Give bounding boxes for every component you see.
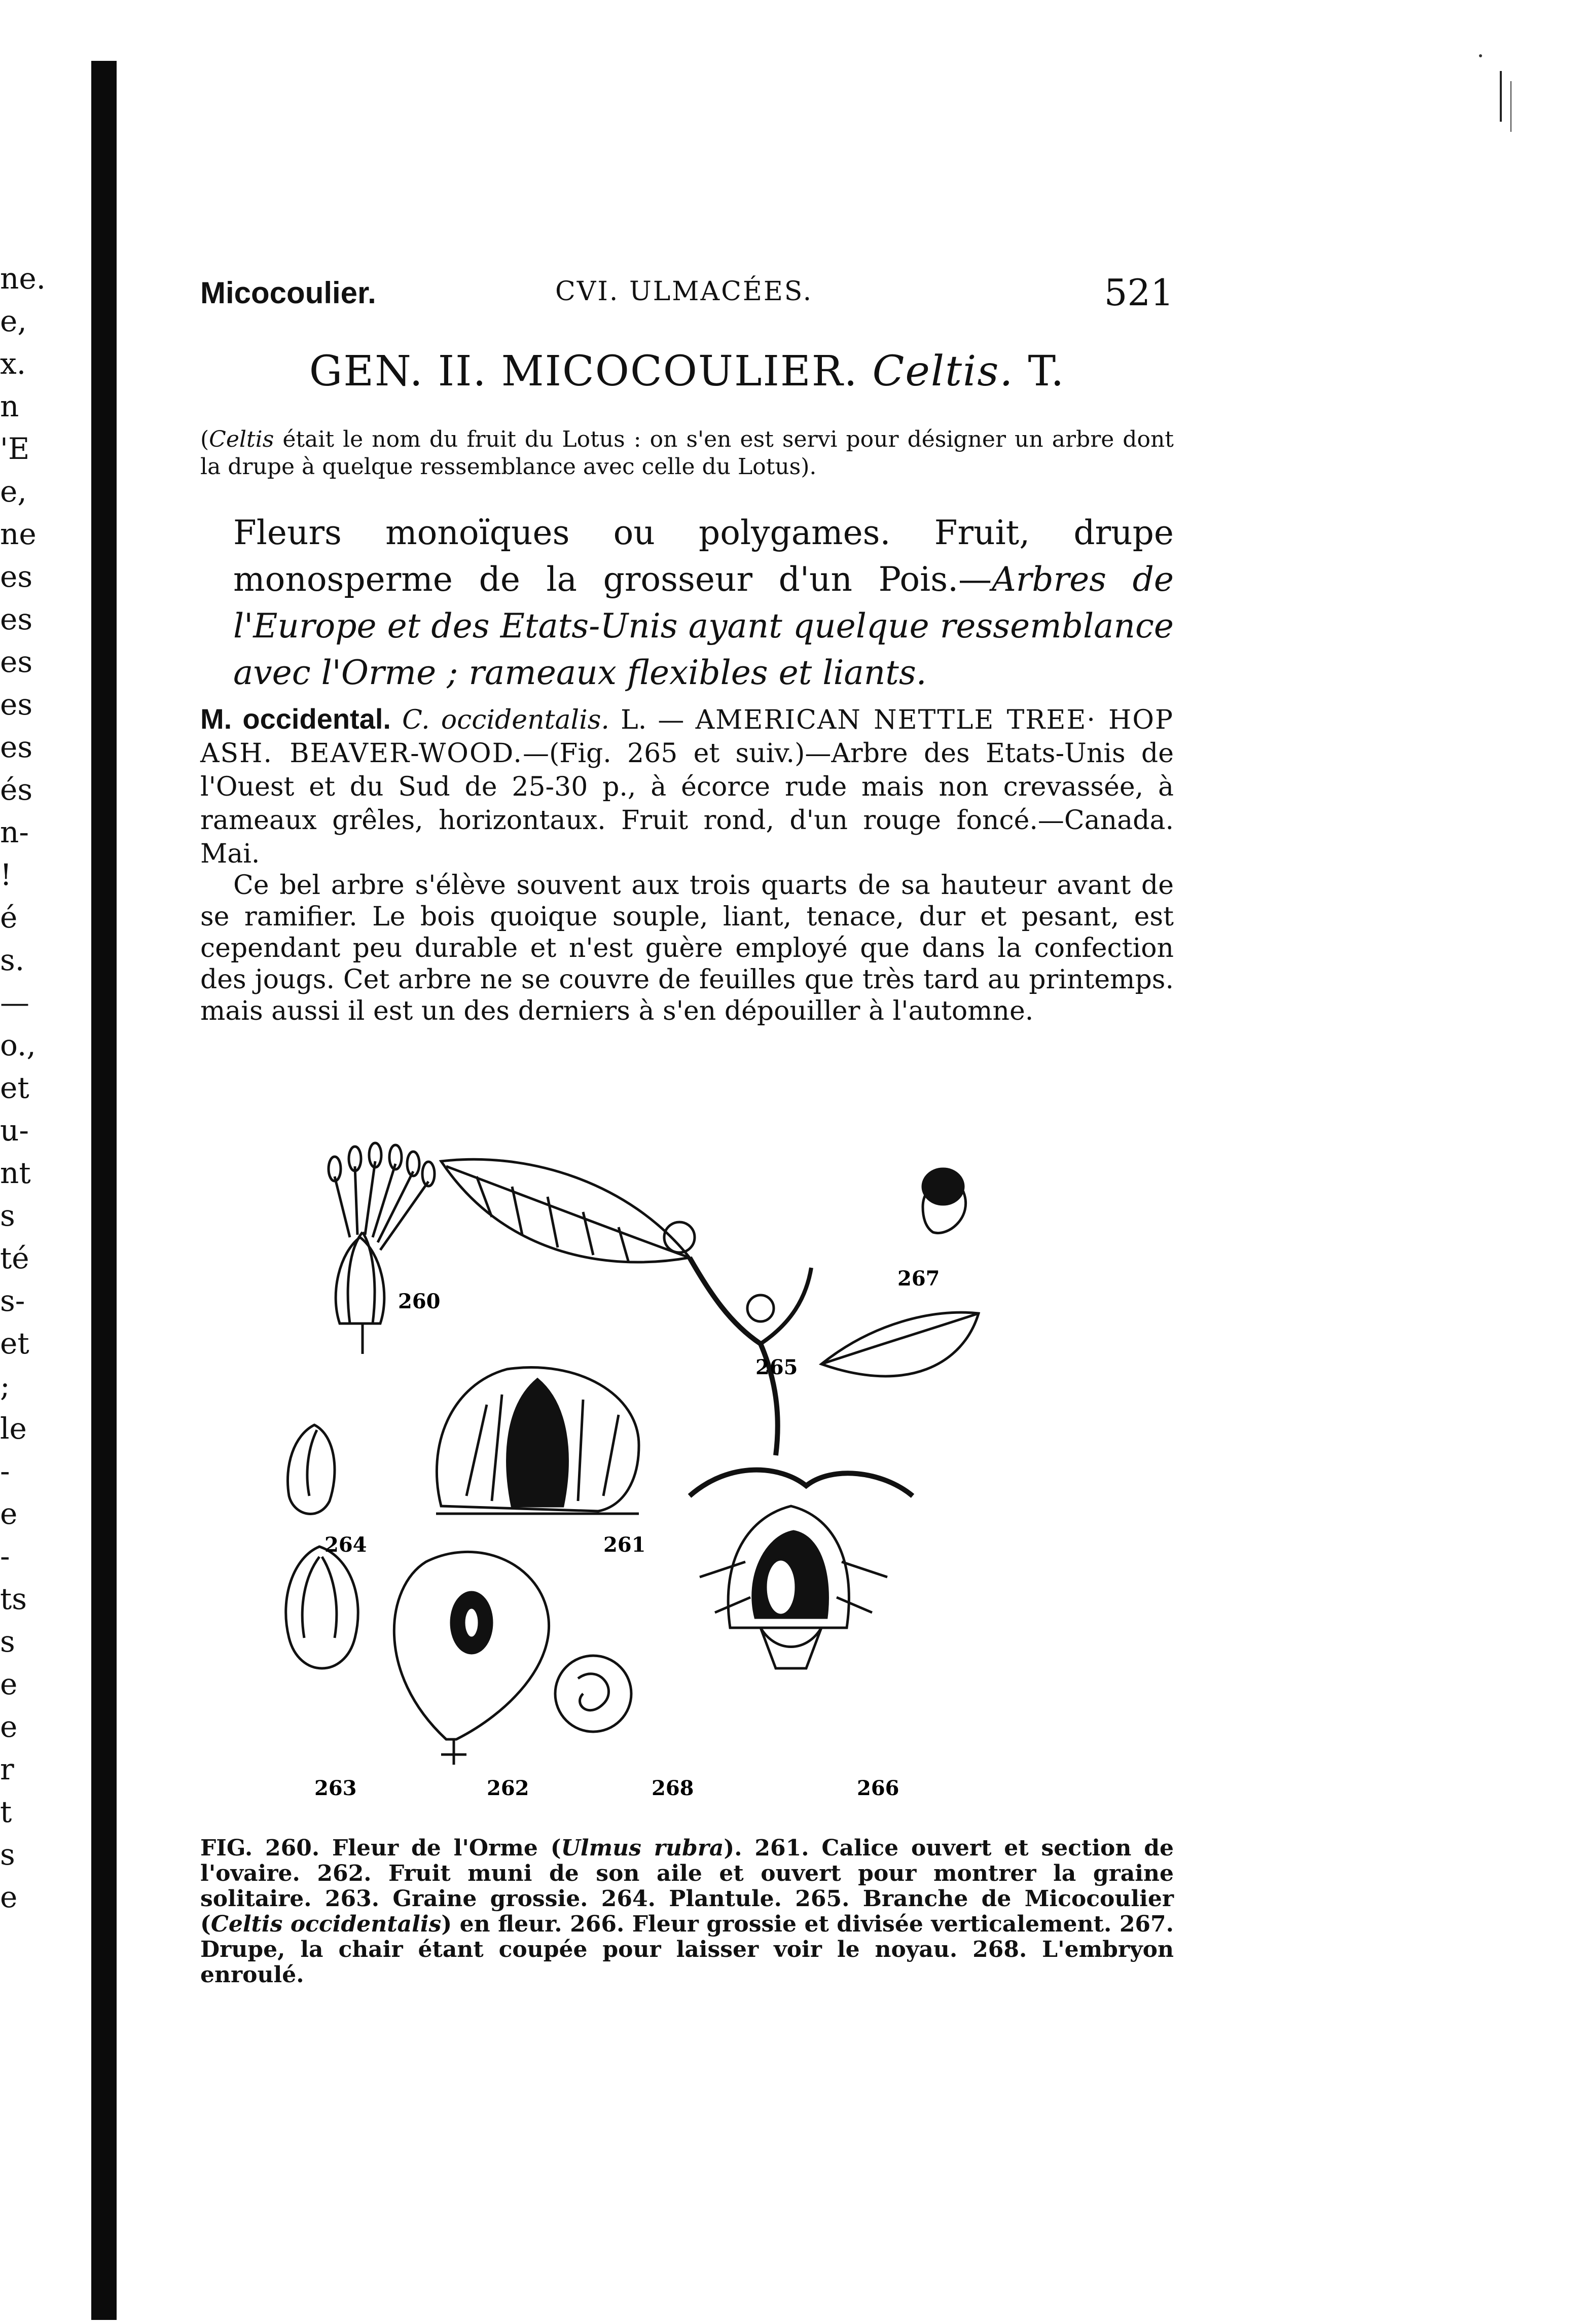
residue-fragment: t [0, 1795, 12, 1829]
header-center: CVI. ULMACÉES. [555, 276, 813, 307]
residue-fragment: es [0, 730, 33, 764]
fig-label-263: 263 [314, 1776, 357, 1800]
residue-fragment: es [0, 602, 33, 636]
fig-label-264: 264 [324, 1533, 367, 1557]
fig-label-266: 266 [857, 1776, 899, 1800]
residue-fragment: és [0, 772, 33, 807]
fig-266-flower-drawing [690, 1470, 913, 1668]
header-left: Micocoulier. [200, 276, 376, 310]
fig-263-seed-drawing [286, 1547, 358, 1668]
residue-fragment: e [0, 1709, 18, 1744]
page-number: 521 [1104, 271, 1174, 314]
caption-fig: FIG. [200, 1835, 253, 1861]
residue-fragment: s. [0, 943, 25, 977]
desc-italic: Arbres de l'Europe et des Etats-Unis ayant quelque ressemblance avec l'Orme ; rameaux flexibles et liants. [233, 560, 1174, 692]
species-text: —(Fig. 265 et suiv.)—Arbre des Etats-Unis de l'Ouest et du Sud de 25-30 p., à écorce rude mais non crevassée, à rameaux grêles, horizontaux. Fruit rond, d'un rouge foncé.—Canada. Mai. [200, 738, 1174, 869]
residue-fragment: s [0, 1837, 15, 1872]
fig-260-flower-drawing [329, 1143, 435, 1354]
fig-label-260: 260 [398, 1290, 441, 1313]
caption-t1: 260. Fleur de l'Orme ( [253, 1835, 561, 1861]
residue-fragment: u- [0, 1113, 29, 1148]
residue-fragment: — [0, 985, 29, 1020]
residue-fragment: es [0, 559, 33, 594]
genus-prefix: GEN. II. MICOCOULIER. [309, 347, 858, 396]
residue-fragment: n [0, 389, 19, 423]
residue-fragment: et [0, 1326, 29, 1361]
residue-fragment: es [0, 645, 33, 679]
species-paragraph: Ce bel arbre s'élève souvent aux trois quarts de sa hauteur avant de se ramifier. Le bois quoique souple, liant, tenace, dur et pesant, est cependant peu durable et n'est guère employé que dans la confection des jougs. Cet arbre ne se couvre de feuilles que très tard au printemps. mais aussi il est un des derniers à s'en dépouiller à l'automne. [200, 870, 1174, 1026]
residue-fragment: nt [0, 1156, 31, 1190]
residue-fragment: - [0, 1454, 10, 1488]
species-english: AMERICAN NETTLE TREE· HOP ASH. BEAVER-WOOD. [200, 705, 1174, 769]
species-name: M. occidental. [200, 703, 391, 735]
residue-fragment: o., [0, 1028, 36, 1062]
figure-plate [274, 1141, 1095, 1810]
residue-fragment: ! [0, 857, 12, 892]
residue-fragment: s [0, 1198, 15, 1233]
binding-edge [91, 61, 117, 2320]
genus-author: T. [1028, 347, 1065, 396]
species-latin: C. occidentalis. [402, 705, 609, 735]
fig-268-embryo-drawing [555, 1656, 631, 1732]
residue-fragment: é [0, 900, 18, 935]
etym-open: ( [200, 426, 209, 452]
fig-264-plantule-drawing [287, 1425, 335, 1514]
species-entry [200, 702, 1174, 871]
botanical-illustrations [274, 1141, 1095, 1810]
residue-fragment: r [0, 1752, 14, 1786]
genus-title [200, 347, 1174, 396]
genus-latin: Celtis. [872, 347, 1014, 396]
residue-fragment: le [0, 1411, 27, 1446]
residue-fragment: ; [0, 1369, 10, 1403]
etym-latin: Celtis [209, 426, 274, 452]
residue-fragment: s- [0, 1283, 25, 1318]
fig-label-262: 262 [487, 1776, 529, 1800]
running-header [200, 271, 1174, 317]
residue-fragment: 'E [0, 432, 30, 466]
residue-fragment: - [0, 1539, 10, 1574]
residue-fragment: s [0, 1624, 15, 1659]
etymology-note [200, 426, 1174, 481]
etym-text: était le nom du fruit du Lotus : on s'en est servi pour désigner un arbre dont la drupe à quelque ressemblance avec celle du Lotus). [200, 426, 1174, 480]
caption-celtis: Celtis occidentalis [210, 1911, 442, 1937]
residue-fragment: ne [0, 517, 37, 551]
fig-261-calyx-drawing [436, 1368, 639, 1514]
fig-267-drupe-drawing [923, 1169, 966, 1233]
facing-page-residue [0, 261, 61, 1988]
residue-fragment: té [0, 1241, 29, 1275]
residue-fragment: e, [0, 304, 27, 338]
species-author: L. — [621, 705, 684, 735]
scan-specks-svg [1470, 41, 1546, 142]
residue-fragment: e, [0, 474, 27, 509]
residue-fragment: x. [0, 346, 26, 381]
scan-specks [1470, 41, 1546, 142]
caption-t2: ). 261. Calice ouvert et section de l'ovaire. 262. Fruit muni de son aile et ouvert pour montrer la graine solitaire. 263. Graine grossie. 264. Plantule. 265. Branche de Micocoulier ( [200, 1835, 1174, 1937]
fig-label-267: 267 [897, 1267, 940, 1291]
caption-t3: ) en fleur. 266. Fleur grossie et divisée verticalement. 267. Drupe, la chair étant coupée pour laisser voir le noyau. 268. L'embryon enroulé. [200, 1911, 1174, 1988]
residue-fragment: et [0, 1070, 29, 1105]
residue-fragment: ne. [0, 261, 46, 296]
fig-label-265: 265 [755, 1355, 798, 1379]
residue-fragment: n- [0, 815, 29, 849]
desc-plain: Fleurs monoïques ou polygames. Fruit, drupe monosperme de la grosseur d'un Pois.— [233, 513, 1174, 599]
fig-label-261: 261 [603, 1533, 646, 1557]
residue-fragment: es [0, 687, 33, 722]
residue-fragment: e [0, 1496, 18, 1531]
residue-fragment: e [0, 1667, 18, 1701]
genus-description [233, 510, 1174, 696]
caption-ulmus: Ulmus rubra [561, 1835, 724, 1861]
figure-caption [200, 1836, 1174, 1988]
fig-262-fruit-drawing [394, 1552, 549, 1765]
fig-label-268: 268 [652, 1776, 694, 1800]
residue-fragment: ts [0, 1582, 27, 1616]
residue-fragment: e [0, 1880, 18, 1914]
